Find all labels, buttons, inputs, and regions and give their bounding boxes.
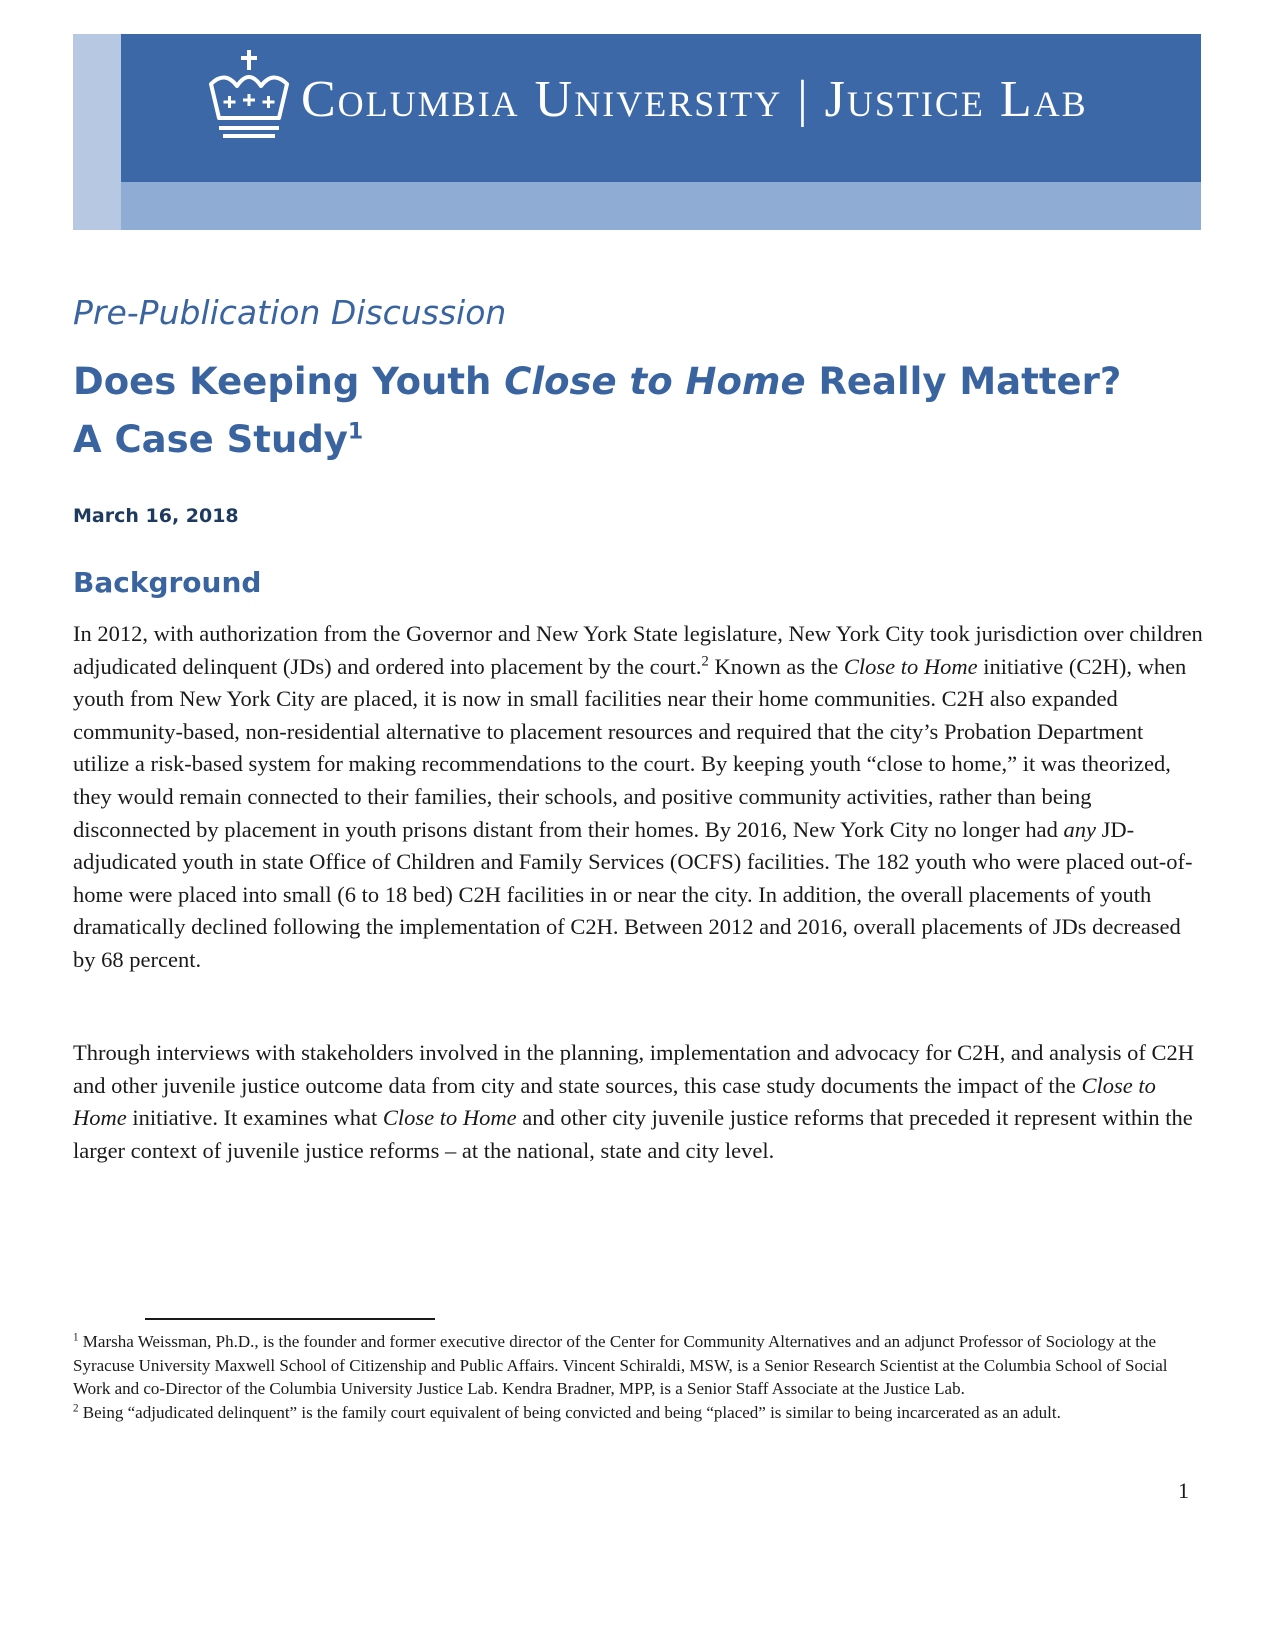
- footnote-separator: [145, 1318, 435, 1320]
- footnote-ref-2[interactable]: 2: [701, 653, 709, 670]
- p2-italic-close-to-home-1: Close to Home: [73, 1072, 1156, 1131]
- p1-text-f: JD-adjudicated youth in state Office of Children and Family Services (OCFS) facilities. The 182 youth who were placed out-of-home were placed into small (6 to 18 bed) C2H facilities in or near the city. In addition, the overall placements of youth dramatically declined following the implementation of C2H. Between 2012 and 2016, overall placements of JDs decreased by 68 percent.: [73, 816, 1193, 972]
- page-number: 1: [1178, 1478, 1189, 1503]
- p1-text-a: In 2012, with authorization from the Governor and New York State legislature, New York City took jurisdiction over children adjudicated delinquent (JDs) and ordered into placement by the court.: [73, 621, 1203, 679]
- document-date: March 16, 2018: [73, 505, 239, 527]
- banner-tagline: Shaping Justice for the Future: [837, 338, 1189, 370]
- footnote-text: Marsha Weissman, Ph.D., is the founder and former executive director of the Center for Community Alternatives and an adjunct Professor of Sociology at the Syracuse University Maxwell School of Citizenship and Public Affairs. Vincent Schiraldi, MSW, is a Senior Research Scientist at the Columbia School of Social Work and co-Director of the Columbia University Justice Lab. Kendra Bradner, MPP, is a Senior Staff Associate at the Justice Lab.: [73, 1332, 1168, 1398]
- document-title: [73, 353, 1121, 469]
- background-paragraph-1: [73, 618, 1203, 977]
- pre-publication-label: Pre-Publication Discussion: [73, 293, 507, 332]
- banner-left-strip: [73, 34, 121, 230]
- title-part-2: Really Matter?: [805, 360, 1122, 403]
- title-italic: Close to Home: [504, 360, 806, 403]
- footnote-text: Being “adjudicated delinquent” is the family court equivalent of being convicted and being “placed” is similar to being incarcerated as an adult.: [78, 1402, 1061, 1422]
- section-heading-background: Background: [73, 566, 262, 599]
- footnote-2: [73, 1401, 1203, 1425]
- p1-italic-any: any: [1063, 816, 1096, 842]
- crown-icon: [201, 48, 297, 148]
- footnote-1: [73, 1330, 1203, 1401]
- p1-italic-close-to-home: Close to Home: [843, 653, 978, 679]
- p1-text-d: initiative (C2H), when youth from New York City are placed, it is now in small facilities near their home communities. C2H also expanded community-based, non-residential alternative to placement resources and required that the city’s Probation Department utilize a risk-based system for making recommendations to the court. By keeping youth “close to home,” it was theorized, they would remain connected to their families, their schools, and positive community activities, rather than being disconnected by placement in youth prisons distant from their homes. By 2016, New York City no longer had: [73, 653, 1187, 842]
- footnote-number: 1: [73, 1331, 79, 1344]
- p2-text-e: and other city juvenile justice reforms that preceded it represent within the larger context of juvenile justice reforms – at the national, state and city level.: [73, 1105, 1193, 1163]
- p2-text-c: initiative. It examines what: [126, 1105, 383, 1131]
- banner-main: [121, 34, 1201, 182]
- title-footnote-ref[interactable]: 1: [347, 419, 364, 445]
- p2-text-a: Through interviews with stakeholders involved in the planning, implementation and advocacy for C2H, and analysis of C2H and other juvenile justice outcome data from city and state sources, this case study documents the impact of the: [73, 1040, 1195, 1098]
- background-paragraph-2: [73, 1037, 1203, 1167]
- p2-italic-close-to-home-2: Close to Home: [382, 1105, 517, 1131]
- p1-text-b: Known as the: [708, 653, 844, 679]
- title-line-2: A Case Study: [73, 418, 348, 461]
- footnote-number: 2: [73, 1401, 79, 1414]
- footnotes: [73, 1330, 1203, 1424]
- title-part-1: Does Keeping Youth: [73, 360, 505, 403]
- banner-title: Columbia University | Justice Lab: [301, 71, 1088, 128]
